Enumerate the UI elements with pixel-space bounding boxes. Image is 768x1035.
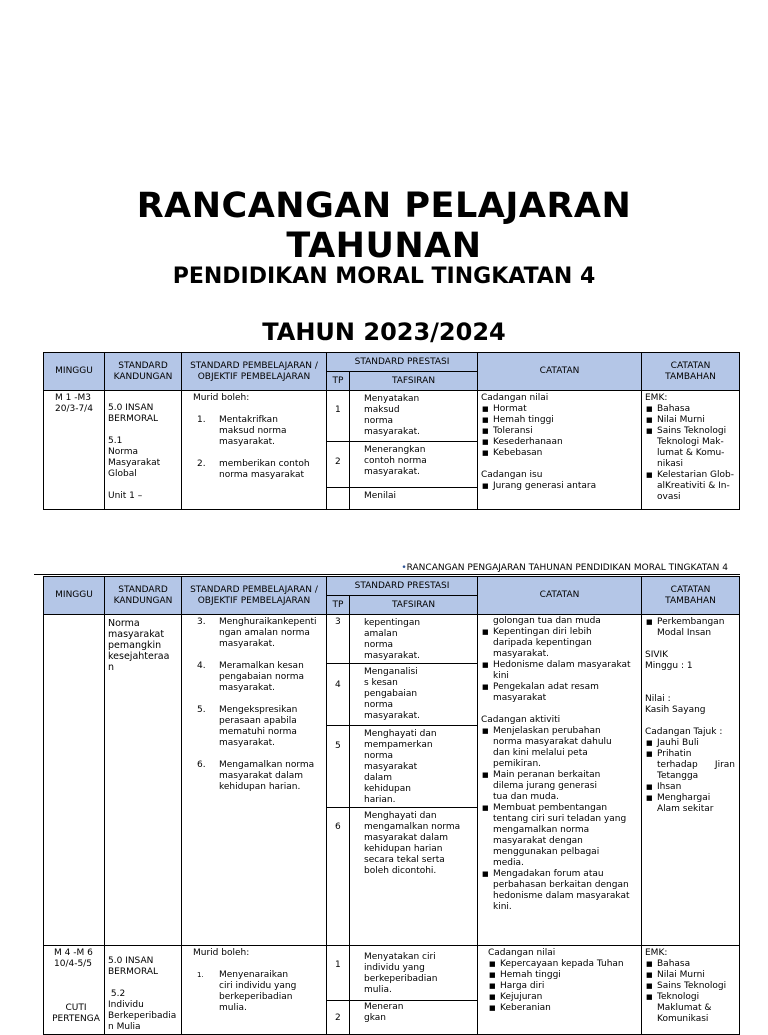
- item-line: tentang ciri suri teladan yang: [493, 814, 627, 824]
- item-line: kini: [493, 671, 509, 681]
- list-item: ■ Hormat: [481, 404, 639, 415]
- tafsiran-line: secara tekal serta: [364, 855, 445, 865]
- kandungan-line: n: [108, 662, 115, 673]
- tafsiran-3: [364, 618, 476, 662]
- th-catatan-label: CATATAN: [539, 366, 580, 376]
- item-line: ■ Kepentingan diri lebih: [493, 627, 592, 637]
- divider: [326, 1000, 478, 1001]
- tafsiran-1: [364, 952, 476, 996]
- item-line: masyarakat.: [219, 437, 275, 447]
- th-tp: [326, 371, 350, 391]
- tafsiran-line: masyarakat.: [364, 711, 420, 721]
- kandungan-line: 5.1: [108, 436, 123, 446]
- th-standard-prestasi: [326, 352, 478, 372]
- pembelajaran-intro: Murid boleh:: [193, 393, 250, 403]
- item-number: 5.: [197, 705, 206, 715]
- th-standard-pembelajaran-label: STANDARD PEMBELAJARAN / OBJEKTIF PEMBELAJARAN: [190, 584, 318, 606]
- item-line: masyarakat dengan: [493, 836, 583, 846]
- item-line: pengabaian norma: [219, 672, 305, 682]
- item-line: ■ Jauhi Buli: [657, 738, 699, 748]
- list-item: ■ Keberanian: [488, 1003, 638, 1014]
- item-line: kehidupan harian.: [219, 782, 301, 792]
- kandungan-text: [108, 403, 180, 502]
- catatan-nilai-list: [481, 404, 639, 459]
- tafsiran-line: dalam: [364, 773, 393, 783]
- list-item: [645, 617, 738, 639]
- tp-number: 1: [335, 405, 341, 415]
- list-item: [645, 749, 738, 782]
- th-standard-kandungan-label: STANDARD KANDUNGAN: [113, 584, 173, 606]
- tafsiran-line: Menilai: [364, 491, 397, 501]
- th-standard-kandungan: [104, 576, 182, 615]
- kandungan-line: pemangkin: [108, 640, 162, 651]
- tafsiran-line: mempamerkan: [364, 740, 433, 750]
- list-item: ■ Kebebasan: [481, 448, 639, 459]
- kandungan-text: [108, 618, 180, 673]
- item-line: alKreativiti & In-: [657, 481, 730, 491]
- tafsiran-line: mulia.: [364, 985, 392, 995]
- th-catatan: [477, 576, 642, 615]
- list-item: [481, 627, 639, 660]
- tp-number: 1: [335, 960, 341, 970]
- divider: [326, 441, 478, 442]
- item-line: ■ Sains Teknologi: [657, 981, 727, 991]
- item-number: 1.: [197, 971, 204, 979]
- catatan-text: [481, 616, 639, 913]
- item-line: ■ Teknologi: [657, 992, 700, 1002]
- list-item: [645, 404, 737, 415]
- list-item: ■ Toleransi: [481, 426, 639, 437]
- item-line: ■ Nilai Murni: [657, 415, 705, 425]
- tafsiran-line: kehidupan: [364, 784, 411, 794]
- spacer: [108, 425, 180, 436]
- item-line: Menghuraikankepenti: [219, 617, 317, 627]
- pembelajaran-item: [193, 705, 325, 749]
- tafsiran-line: masyarakat.: [364, 427, 420, 437]
- doc-year: TAHUN 2023/2024: [262, 318, 506, 346]
- list-item: ■ Kejujuran: [488, 992, 638, 1003]
- cuti-line: PERTENGA: [52, 1014, 100, 1024]
- list-item: ■ Hemah tinggi: [481, 415, 639, 426]
- tafsiran-line: Meneran: [364, 1002, 404, 1012]
- th-tafsiran-label: TAFSIRAN: [391, 599, 436, 610]
- pembelajaran-item: [193, 415, 323, 448]
- item-line: Menyenaraikan: [219, 970, 289, 980]
- divider: [326, 725, 478, 726]
- item-line: ■ Membuat pembentangan: [493, 803, 608, 813]
- pembelajaran-list: [193, 970, 323, 1014]
- item-line: daripada kepentingan: [493, 638, 592, 648]
- list-item: [645, 793, 738, 815]
- item-line: dilema jurang generasi: [493, 781, 597, 791]
- spacer: [108, 480, 180, 491]
- tambahan-text: [645, 617, 738, 815]
- tafsiran-line: Menerangkan: [364, 445, 426, 455]
- spacer: [645, 716, 738, 727]
- th-tafsiran: [349, 595, 478, 615]
- kandungan-line: kesejahteraa: [108, 651, 170, 662]
- running-header-text: RANCANGAN PENGAJARAN TAHUNAN PENDIDIKAN MORAL TINGKATAN 4: [406, 563, 728, 573]
- tambahan-text: [645, 393, 737, 503]
- pembelajaran-text: [193, 393, 323, 492]
- item-line: perbahasan berkaitan dengan: [493, 880, 629, 890]
- item-number: 3.: [197, 617, 206, 627]
- item-line: mengamalkan norma: [493, 825, 590, 835]
- minggu-line: 20/3-7/4: [55, 404, 93, 414]
- minggu-line: M 4 -M 6: [54, 948, 93, 958]
- tafsiran-line: Menyatakan ciri: [364, 952, 436, 962]
- spacer: [645, 672, 738, 694]
- item-line: ■ Menghargai: [657, 793, 711, 803]
- kandungan-line: Individu: [108, 1000, 144, 1010]
- tambahan-list: [645, 404, 737, 503]
- tajuk-title: Cadangan Tajuk :: [645, 727, 723, 737]
- tafsiran-line: norma: [364, 700, 394, 710]
- item-line: ■ Mengadakan forum atau: [493, 869, 604, 879]
- item-line: hedonisme dalam masyarakat: [493, 891, 630, 901]
- item-line: ■ Kelestarian Glob-: [657, 470, 734, 480]
- item-line: ■ Bahasa: [657, 404, 691, 414]
- th-standard-pembelajaran: [181, 352, 327, 391]
- item-line: dan kini melalui peta: [493, 748, 588, 758]
- item-line: Meramalkan kesan: [219, 661, 304, 671]
- item-number: 1.: [197, 415, 206, 425]
- tambahan-title: EMK:: [645, 948, 668, 958]
- list-item: ■ Kepercayaan kepada Tuhan: [488, 959, 638, 970]
- kandungan-line: BERMORAL: [108, 414, 159, 424]
- pembelajaran-item: [193, 760, 325, 793]
- tp-number: 2: [335, 1013, 341, 1023]
- catatan-nilai-title: Cadangan nilai: [481, 393, 549, 403]
- item-number: 4.: [197, 661, 206, 671]
- item-line: ■ Pengekalan adat resam: [493, 682, 599, 692]
- spacer: [193, 404, 323, 415]
- th-tafsiran: [349, 371, 478, 391]
- item-line: Komunikasi: [657, 1014, 709, 1024]
- tp-number: 2: [335, 457, 341, 467]
- item-line: ■ Sains Teknologi: [657, 426, 727, 436]
- item-line: ■ Ihsan: [657, 782, 682, 792]
- list-item: [481, 803, 639, 869]
- item-number: 2.: [197, 459, 206, 469]
- item-line: kini.: [493, 902, 512, 912]
- tp-number: 3: [335, 617, 341, 627]
- th-tafsiran-label: TAFSIRAN: [391, 375, 436, 386]
- catatan-isu-list: [481, 481, 639, 492]
- item-line: ■ Hedonisme dalam masyarakat: [493, 660, 631, 670]
- list-item: [645, 426, 737, 470]
- tp-number: 4: [335, 680, 341, 690]
- item-line: nikasi: [657, 459, 683, 469]
- tafsiran-line: norma: [364, 416, 394, 426]
- list-item: [645, 992, 738, 1025]
- running-header: [401, 563, 728, 573]
- item-line: media.: [493, 858, 524, 868]
- doc-subtitle: PENDIDIKAN MORAL TINGKATAN 4: [172, 264, 596, 289]
- item-line: masyarakat.: [493, 649, 549, 659]
- th-standard-prestasi-label: STANDARD PRESTASI: [354, 356, 450, 367]
- tambahan-title: EMK:: [645, 393, 668, 403]
- item-line: norma masyarakat: [219, 470, 305, 480]
- cuti-text: [50, 1003, 102, 1025]
- minggu-text: [54, 948, 93, 970]
- tafsiran-line: kehidupan harian: [364, 844, 443, 854]
- divider: [326, 807, 478, 808]
- item-line: ■ Bahasa: [657, 959, 691, 969]
- tafsiran-line: masyarakat.: [364, 467, 420, 477]
- list-item: ■ Jurang generasi antara: [481, 481, 639, 492]
- th-minggu: [43, 352, 105, 391]
- item-line: menggunakan pelbagai: [493, 847, 600, 857]
- pembelajaran-text: [193, 948, 323, 1025]
- list-item: ■ Kesederhanaan: [481, 437, 639, 448]
- item-line: mulia.: [219, 1003, 247, 1013]
- catatan-nilai-list: [488, 959, 638, 1014]
- header-rule: [34, 574, 740, 575]
- tafsiran-line: masyarakat.: [364, 651, 420, 661]
- th-standard-pembelajaran: [181, 576, 327, 615]
- spacer: [193, 959, 323, 970]
- spacer: [645, 639, 738, 650]
- tafsiran-6: [364, 811, 476, 877]
- tafsiran-line: norma: [364, 751, 394, 761]
- sivik-label: SIVIK: [645, 650, 669, 660]
- pembelajaran-intro: Murid boleh:: [193, 948, 250, 958]
- item-line: ■ Prihatin: [657, 749, 692, 759]
- tafsiran-2: [364, 445, 474, 478]
- th-standard-kandungan-label: STANDARD KANDUNGAN: [113, 360, 173, 382]
- list-item: [481, 869, 639, 913]
- kandungan-line: 5.2: [108, 989, 126, 999]
- pembelajaran-list: [193, 617, 325, 793]
- item-line: masyarakat: [493, 693, 547, 703]
- pembelajaran-text: [193, 617, 325, 804]
- td-minggu: [43, 614, 105, 946]
- kandungan-line: Global: [108, 469, 137, 479]
- catatan-isu-list: [481, 627, 639, 704]
- list-item: [645, 738, 738, 749]
- item-line: berkeperibadian: [219, 992, 293, 1002]
- kandungan-line: Berkeperibadia: [108, 1011, 177, 1021]
- item-line: memberikan contoh: [219, 459, 310, 469]
- th-tp: [326, 595, 350, 615]
- item-line: ■ Menjelaskan perubahan: [493, 726, 601, 736]
- list-item: [645, 415, 737, 426]
- item-line: masyarakat dalam: [219, 771, 303, 781]
- item-line: Alam sekitar: [657, 804, 714, 814]
- item-line: Mengekspresikan: [219, 705, 298, 715]
- tafsiran-2: [364, 1002, 476, 1024]
- tafsiran-line: boleh dicontohi.: [364, 866, 437, 876]
- pembelajaran-item: [193, 970, 323, 1014]
- item-line: pemikiran.: [493, 759, 542, 769]
- kandungan-line: 5.0 INSAN: [108, 403, 154, 413]
- th-minggu-label: MINGGU: [55, 366, 93, 376]
- aktiviti-list: [481, 726, 639, 913]
- item-line: masyarakat.: [219, 683, 275, 693]
- pembelajaran-list: [193, 415, 323, 481]
- pembelajaran-item: [193, 661, 325, 694]
- running-header-marker: •: [401, 563, 407, 573]
- tafsiran-3: [364, 491, 474, 502]
- kandungan-line: Norma: [108, 447, 139, 457]
- item-line: terhadap Jiran: [657, 760, 736, 770]
- tp-number: 5: [335, 741, 341, 751]
- tafsiran-line: kepentingan: [364, 618, 421, 628]
- tafsiran-5: [364, 729, 476, 806]
- th-tp-label: TP: [332, 375, 344, 386]
- minggu-text: [55, 393, 93, 415]
- sivik-minggu: Minggu : 1: [645, 661, 693, 671]
- divider: [326, 663, 478, 664]
- item-line: tua dan muda.: [493, 792, 559, 802]
- tafsiran-line: individu yang: [364, 963, 425, 973]
- tafsiran-line: norma: [364, 640, 394, 650]
- tafsiran-line: mengamalkan norma: [364, 822, 461, 832]
- kandungan-line: n Mulia: [108, 1022, 141, 1032]
- item-line: ngan amalan norma: [219, 628, 310, 638]
- th-tp-label: TP: [332, 599, 344, 610]
- list-item: [481, 726, 639, 770]
- item-line: perasaan apabila: [219, 716, 297, 726]
- tafsiran-line: gkan: [364, 1013, 386, 1023]
- catatan-nilai-title: Cadangan nilai: [488, 948, 556, 958]
- th-standard-prestasi-label: STANDARD PRESTASI: [354, 580, 450, 591]
- list-item: [645, 959, 738, 970]
- th-minggu: [43, 576, 105, 615]
- th-minggu-label: MINGGU: [55, 590, 93, 600]
- catatan-continued: golongan tua dan muda: [493, 616, 601, 626]
- list-item: [481, 770, 639, 803]
- spacer: [481, 459, 639, 470]
- pembelajaran-item: [193, 617, 325, 650]
- catatan-isu-title: Cadangan isu: [481, 470, 543, 480]
- item-line: ■ Perkembangan: [657, 617, 725, 627]
- item-line: ciri individu yang: [219, 981, 297, 991]
- item-line: mematuhi norma: [219, 727, 297, 737]
- kandungan-line: Unit 1 –: [108, 491, 143, 501]
- th-catatan-label: CATATAN: [539, 590, 580, 600]
- th-standard-prestasi: [326, 576, 478, 596]
- item-line: Maklumat &: [657, 1003, 712, 1013]
- tafsiran-line: masyarakat dalam: [364, 833, 448, 843]
- item-line: Mentakrifkan: [219, 415, 278, 425]
- kandungan-line: BERMORAL: [108, 967, 159, 977]
- kandungan-line: masyarakat: [108, 629, 165, 640]
- tafsiran-line: s kesan: [364, 678, 398, 688]
- aktiviti-title: Cadangan aktiviti: [481, 715, 561, 725]
- tafsiran-line: maksud: [364, 405, 400, 415]
- nilai-value: Kasih Sayang: [645, 705, 706, 715]
- kandungan-line: Norma: [108, 618, 140, 629]
- spacer: [108, 978, 181, 989]
- tambahan-list: [645, 959, 738, 1025]
- list-item: [481, 660, 639, 682]
- item-line: lumat & Komu-: [657, 448, 725, 458]
- minggu-line: 10/4-5/5: [54, 959, 92, 969]
- catatan-text: [488, 948, 638, 1014]
- th-catatan: [477, 352, 642, 391]
- item-line: ■ Nilai Murni: [657, 970, 705, 980]
- item-line: Mengamalkan norma: [219, 760, 315, 770]
- th-standard-pembelajaran-label: STANDARD PEMBELAJARAN / OBJEKTIF PEMBELAJARAN: [190, 360, 318, 382]
- tafsiran-line: amalan: [364, 629, 398, 639]
- tafsiran-line: Menghayati dan: [364, 729, 437, 739]
- item-line: Teknologi Mak-: [657, 437, 724, 447]
- tafsiran-4: [364, 667, 476, 722]
- th-catatan-tambahan: [641, 352, 740, 391]
- list-item: [645, 981, 738, 992]
- tafsiran-line: contoh norma: [364, 456, 427, 466]
- item-line: maksud norma: [219, 426, 287, 436]
- item-line: Modal Insan: [657, 628, 712, 638]
- list-item: [645, 470, 737, 503]
- catatan-text: [481, 393, 639, 492]
- doc-title-line1: RANCANGAN PELAJARAN: [136, 186, 632, 226]
- list-item: [645, 970, 738, 981]
- item-line: ■ Main peranan berkaitan: [493, 770, 601, 780]
- kandungan-line: 5.0 INSAN: [108, 956, 154, 966]
- minggu-line: M 1 -M3: [55, 393, 91, 403]
- list-item: ■ Hemah tinggi: [488, 970, 638, 981]
- tafsiran-line: pengabaian: [364, 689, 418, 699]
- list-item: [645, 782, 738, 793]
- spacer: [481, 704, 639, 715]
- tafsiran-line: Menganalisi: [364, 667, 418, 677]
- tafsiran-1: [364, 394, 474, 438]
- item-line: masyarakat.: [219, 738, 275, 748]
- th-catatan-tambahan-label: CATATAN TAMBAHAN: [665, 360, 716, 382]
- tafsiran-line: masyarakat: [364, 762, 418, 772]
- pembelajaran-item: [193, 459, 323, 481]
- kandungan-line: Masyarakat: [108, 458, 161, 468]
- item-line: norma masyarakat dahulu: [493, 737, 612, 747]
- tafsiran-line: harian.: [364, 795, 396, 805]
- item-line: ovasi: [657, 492, 681, 502]
- tp-number: 6: [335, 822, 341, 832]
- tajuk-list: [645, 738, 738, 815]
- tafsiran-line: berkeperibadian: [364, 974, 438, 984]
- list-item: [481, 682, 639, 704]
- list-item: ■ Harga diri: [488, 981, 638, 992]
- item-number: 6.: [197, 760, 206, 770]
- kandungan-text: [108, 956, 181, 1033]
- th-standard-kandungan: [104, 352, 182, 391]
- divider: [326, 487, 478, 488]
- cuti-line: CUTI: [65, 1003, 87, 1013]
- th-catatan-tambahan-label: CATATAN TAMBAHAN: [665, 584, 716, 606]
- item-line: masyarakat.: [219, 639, 275, 649]
- th-catatan-tambahan: [641, 576, 740, 615]
- tambahan-text: [645, 948, 738, 1025]
- tafsiran-line: Menghayati dan: [364, 811, 437, 821]
- tafsiran-line: Menyatakan: [364, 394, 420, 404]
- nilai-label: Nilai :: [645, 694, 671, 704]
- item-line: Tetangga: [657, 771, 699, 781]
- doc-title-line2: TAHUNAN: [286, 226, 482, 266]
- tambahan-top-list: [645, 617, 738, 639]
